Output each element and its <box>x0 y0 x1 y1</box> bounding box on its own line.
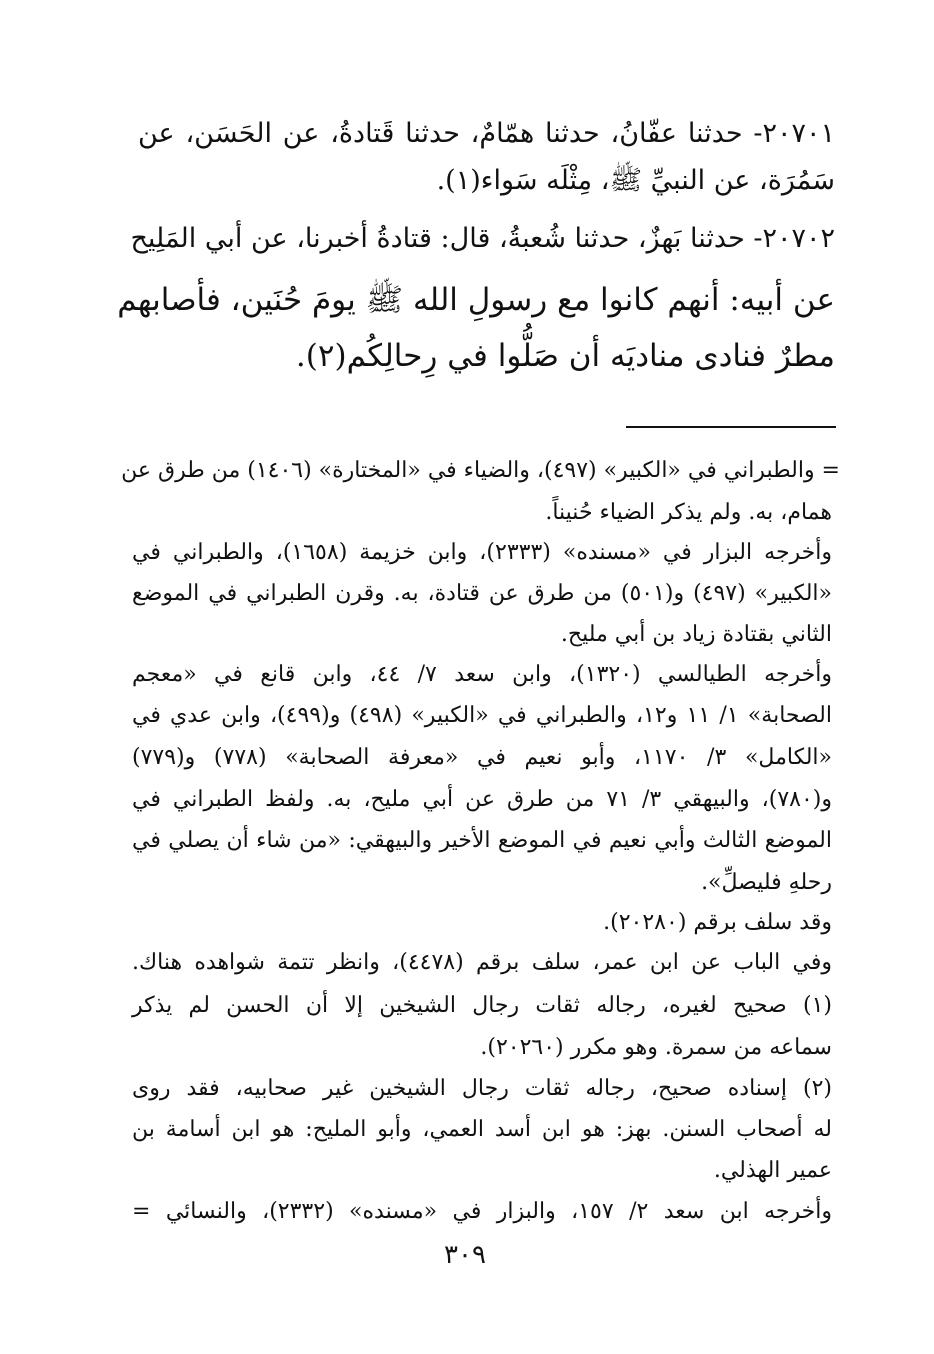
footnote-line: «الكبير» (٤٩٧) و(٥٠١) من طرق عن قتادة، به. وقرن الطبراني في الموضع <box>132 581 832 606</box>
footnote-line: وأخرجه البزار في «مسنده» (٢٣٣٣)، وابن خزيمة (١٦٥٨)، والطبراني في <box>132 540 833 565</box>
footnote-line: وأخرجه ابن سعد ٢/ ١٥٧، والبزار في «مسنده» (٢٣٣٢)، والنسائي = <box>132 1199 832 1224</box>
footnote-line: عمير الهذلي. <box>713 1158 832 1183</box>
footnote-line: (٢) إسناده صحيح، رجاله ثقات رجال الشيخين غير صحابيه، فقد روى <box>132 1076 832 1101</box>
footnote-line: همام، به. ولم يذكر الضياء حُنيناً. <box>545 500 832 525</box>
footnote-line: له أصحاب السنن. بهز: هو ابن أسد العمي، وأبو المليح: هو ابن أسامة بن <box>132 1117 832 1142</box>
hadith-20701-line-1: ٢٠٧٠١- حدثنا عفّانُ، حدثنا همّامٌ، حدثنا قَتادةُ، عن الحَسَن، عن <box>138 118 835 149</box>
footnote-line: وأخرجه الطيالسي (١٣٢٠)، وابن سعد ٧/ ٤٤، وابن قانع في «معجم <box>132 662 832 687</box>
footnote-line: الصحابة» ١/ ١١ و١٢، والطبراني في «الكبير» (٤٩٨) و(٤٩٩)، وابن عدي في <box>132 703 832 728</box>
footnote-line: وفي الباب عن ابن عمر، سلف برقم (٤٤٧٨)، وانظر تتمة شواهده هناك. <box>132 950 832 975</box>
footnote-line: (١) صحيح لغيره، رجاله ثقات رجال الشيخين إلا أن الحسن لم يذكر <box>132 993 832 1018</box>
footnote-line: الموضع الثالث وأبي نعيم في الموضع الأخير والبيهقي: «من شاء أن يصلي في <box>132 828 832 853</box>
footnote-separator <box>626 426 836 428</box>
page-number: ٣٠٩ <box>444 1240 486 1270</box>
footnote-line: سماعه من سمرة. وهو مكرر (٢٠٢٦٠). <box>480 1035 832 1060</box>
hadith-20701-line-2: سَمُرَة، عن النبيِّ ﷺ، مِثْلَه سَواء(١). <box>436 165 835 196</box>
footnote-line: رحلهِ فليصلِّ». <box>701 870 832 895</box>
footnote-line: و(٧٨٠)، والبيهقي ٣/ ٧١ من طرق عن أبي مليح، به. ولفظ الطبراني في <box>132 787 832 812</box>
hadith-20702-line-1: ٢٠٧٠٢- حدثنا بَهزٌ، حدثنا شُعبةُ، قال: قتادةُ أخبرنا، عن أبي المَلِيح <box>130 223 835 254</box>
footnote-line: = والطبراني في «الكبير» (٤٩٧)، والضياء في «المختارة» (١٤٠٦) من طرق عن <box>121 458 840 483</box>
footnote-line: «الكامل» ٣/ ١١٧٠، وأبو نعيم في «معرفة الصحابة» (٧٧٨) و(٧٧٩) <box>132 745 832 770</box>
footnote-line: وقد سلف برقم (٢٠٢٨٠). <box>603 910 832 935</box>
hadith-20702-line-3: مطرٌ فنادى مناديَه أن صَلُّوا في رِحالِكُم(٢). <box>295 338 835 374</box>
footnote-line: الثاني بقتادة زياد بن أبي مليح. <box>560 622 832 647</box>
hadith-20702-line-2: عن أبيه: أنهم كانوا مع رسولِ الله ﷺ يومَ حُنَين، فأصابهم <box>117 282 835 318</box>
